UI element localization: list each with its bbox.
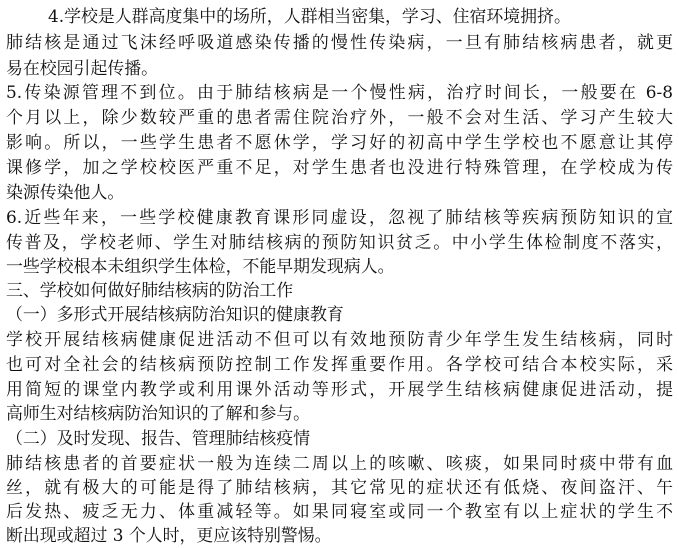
paragraph-line: 也可对全社会的结核病预防控制工作发挥重要作用。各学校可结合本校实际，采 (6, 354, 673, 374)
paragraph-line: 一些学校根本未组织学生体检，不能早期发现病人。 (6, 256, 395, 276)
paragraph-line: 6.近些年来，一些学校健康教育课形同虚设，忽视了肺结核等疾病预防知识的宣 (6, 207, 673, 227)
paragraph-line: 个月以上，除少数较严重的患者需住院治疗外，一般不会对生活、学习产生较大 (6, 107, 673, 127)
paragraph-line: 肺结核患者的首要症状一般为连续二周以上的咳嗽、咳痰，如果同时痰中带有血 (6, 453, 673, 473)
section-heading: 三、学校如何做好肺结核病的防治工作 (6, 280, 294, 300)
paragraph-line: 学校开展结核病健康促进活动不但可以有效地预防青少年学生发生结核病，同时 (6, 329, 673, 349)
paragraph-line: 后发热、疲乏无力、体重减轻等。如果同寝室或同一个教室有以上症状的学生不 (6, 501, 673, 521)
paragraph-line: 课修学，加之学校校医严重不足，对学生患者也没进行特殊管理，在学校成为传 (6, 157, 673, 177)
paragraph-line: 5.传染源管理不到位。由于肺结核病是一个慢性病，治疗时间长，一般要在 6-8 (6, 82, 673, 102)
paragraph-line: 丝，就有极大的可能是得了肺结核病，其它常见的症状还有低烧、夜间盗汗、午 (6, 477, 673, 497)
subsection-heading: （一）多形式开展结核病防治知识的健康教育 (6, 304, 344, 324)
paragraph-line: 4.学校是人群高度集中的场所，人群相当密集，学习、住宿环境拥挤。 (48, 6, 571, 26)
paragraph-line: 断出现或超过 3 个人时，更应该特别警惕。 (6, 525, 332, 545)
paragraph-line: 易在校园引起传播。 (6, 58, 159, 78)
paragraph-line: 影响。所以，一些学生患者不愿休学，学习好的初高中学生学校也不愿意让其停 (6, 132, 673, 152)
paragraph-line: 肺结核是通过飞沫经呼吸道感染传播的慢性传染病，一旦有肺结核病患者，就更 (6, 32, 673, 52)
paragraph-line: 传普及，学校老师、学生对肺结核病的预防知识贫乏。中小学生体检制度不落实， (6, 232, 673, 252)
paragraph-line: 高师生对结核病防治知识的了解和参与。 (6, 403, 311, 423)
paragraph-line: 用简短的课堂内教学或利用课外活动等形式，开展学生结核病健康促进活动，提 (6, 379, 673, 399)
subsection-heading: （二）及时发现、报告、管理肺结核疫情 (6, 428, 311, 448)
paragraph-line: 染源传染他人。 (6, 182, 125, 202)
